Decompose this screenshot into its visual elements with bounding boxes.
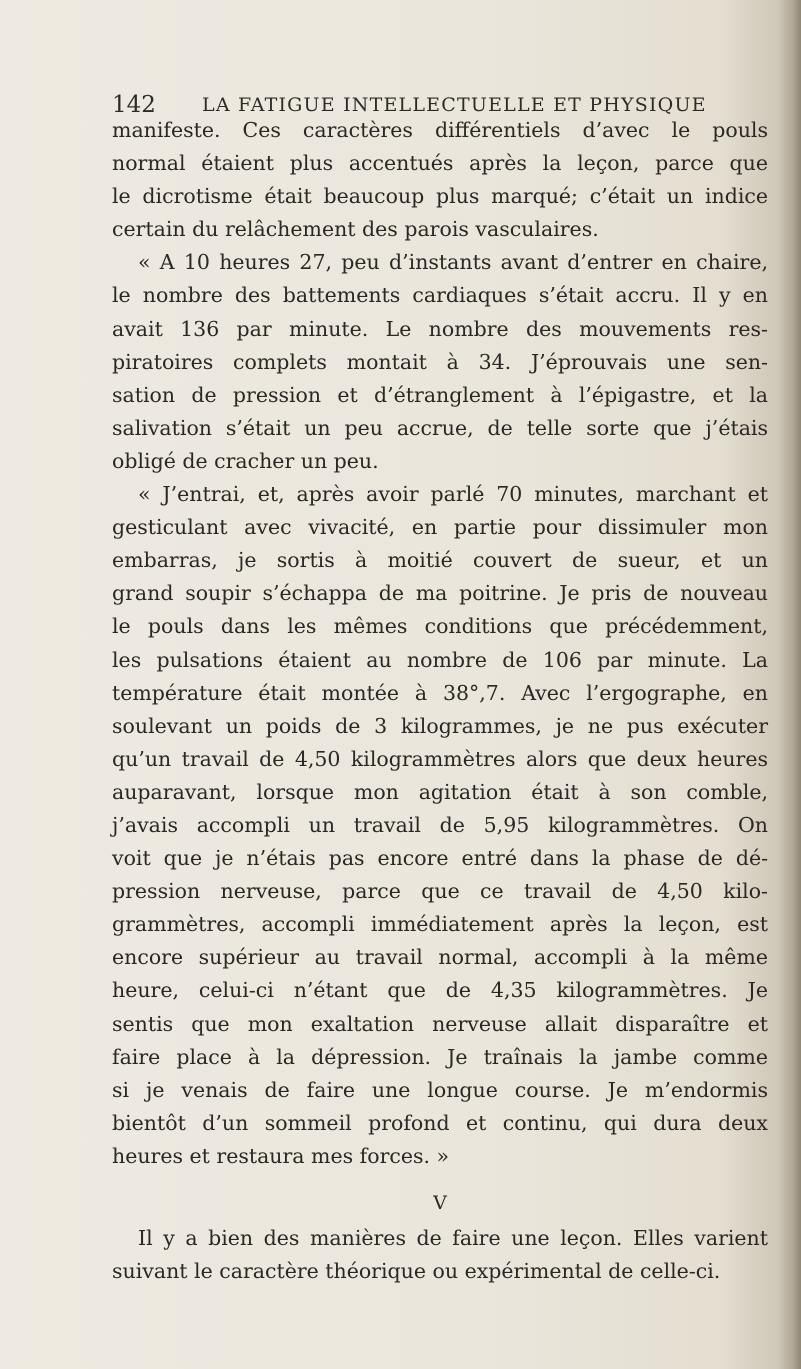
text-line: faire place à la dépression. Je traînais la jambe comme (112, 1044, 768, 1069)
text-line: j’avais accompli un travail de 5,95 kilogrammètres. On (112, 812, 768, 837)
text-line: normal étaient plus accentués après la leçon, parce que (112, 151, 768, 176)
text-line: embarras, je sortis à moitié couvert de sueur, et un (112, 548, 768, 573)
text-line: voit que je n’étais pas encore entré dans la phase de dé- (112, 846, 768, 871)
text-line: grammètres, accompli immédiatement après la leçon, est (112, 912, 768, 937)
text-line: température était montée à 38°,7. Avec l’ergographe, en (112, 680, 768, 705)
text-line: certain du relâchement des parois vasculaires. (112, 217, 599, 242)
section-heading: V (433, 1192, 447, 1214)
text-line: manifeste. Ces caractères différentiels d’avec le pouls (112, 118, 768, 142)
text-line: suivant le caractère théorique ou expérimental de celle-ci. (112, 1259, 721, 1284)
paragraph-quote-start (112, 246, 768, 478)
text-line: salivation s’était un peu accrue, de telle sorte que j’étais (112, 415, 768, 440)
running-title: LA FATIGUE INTELLECTUELLE ET PHYSIQUE (202, 94, 707, 116)
text-line: avait 136 par minute. Le nombre des mouvements res- (112, 316, 768, 341)
text-line: le dicrotisme était beaucoup plus marqué; c’était un indice (112, 184, 768, 209)
text-line: le nombre des battements cardiaques s’était accru. Il y en (112, 283, 768, 308)
text-line: pression nerveuse, parce que ce travail de 4,50 kilo- (112, 879, 768, 904)
paragraph-continuation (112, 114, 768, 246)
text-line: si je venais de faire une longue course. Je m’endormis (112, 1077, 768, 1102)
text-line: « J’entrai, et, après avoir parlé 70 minutes, marchant et (138, 482, 768, 507)
text-line: Il y a bien des manières de faire une leçon. Elles varient (138, 1226, 768, 1250)
text-line: qu’un travail de 4,50 kilogrammètres alors que deux heures (112, 746, 768, 771)
text-line: « A 10 heures 27, peu d’instants avant d’entrer en chaire, (138, 250, 768, 275)
text-line: grand soupir s’échappa de ma poitrine. Je pris de nouveau (112, 581, 768, 606)
text-line: heures et restaura mes forces. » (112, 1143, 450, 1168)
text-line: le pouls dans les mêmes conditions que précédemment, (112, 614, 768, 639)
text-line: soulevant un poids de 3 kilogrammes, je ne pus exécuter (112, 713, 768, 738)
page-edge-shadow (779, 0, 801, 1369)
paragraph-quote-continued (112, 478, 768, 1173)
text-line: sentis que mon exaltation nerveuse allait disparaître et (112, 1011, 768, 1036)
text-line: les pulsations étaient au nombre de 106 par minute. La (112, 647, 768, 672)
page-body (112, 114, 768, 1288)
text-line: obligé de cracher un peu. (112, 448, 379, 473)
text-line: piratoires complets montait à 34. J’éprouvais une sen- (112, 349, 768, 374)
text-line: heure, celui-ci n’étant que de 4,35 kilogrammètres. Je (112, 978, 768, 1003)
text-line: encore supérieur au travail normal, accompli à la même (112, 945, 768, 970)
page-number: 142 (112, 92, 156, 118)
text-line: bientôt d’un sommeil profond et continu, qui dura deux (112, 1110, 768, 1135)
text-line: sation de pression et d’étranglement à l’épigastre, et la (112, 382, 768, 407)
text-line: auparavant, lorsque mon agitation était à son comble, (112, 779, 768, 804)
paragraph-section-v (112, 1222, 768, 1288)
text-line: gesticulant avec vivacité, en partie pour dissimuler mon (112, 515, 768, 540)
